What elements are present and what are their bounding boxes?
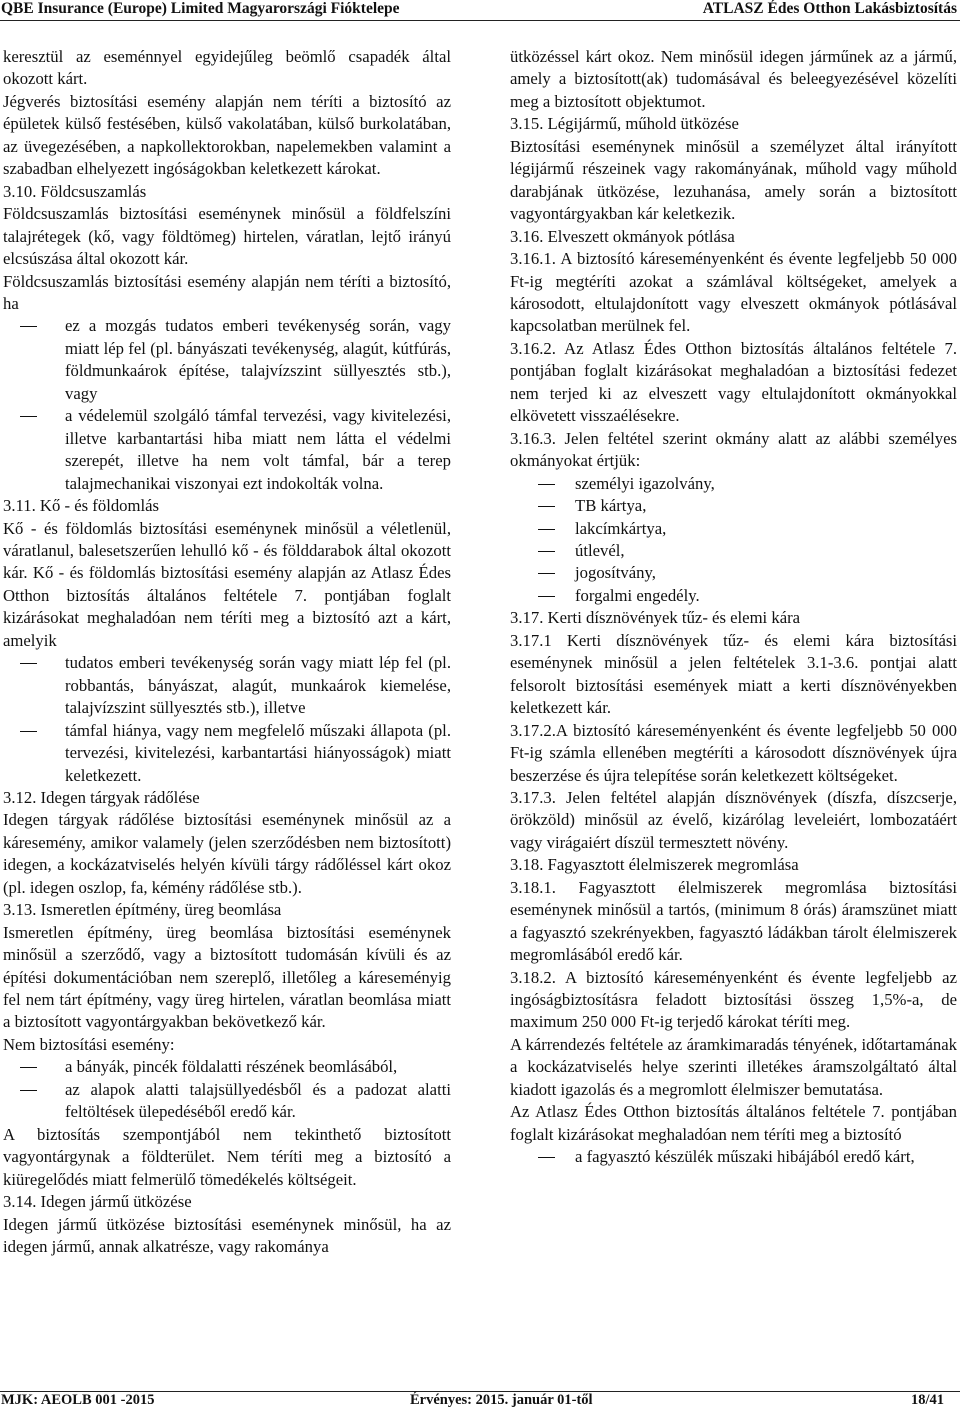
paragraph: A kárrendezés feltétele az áramkimaradás tényének, időtartamának a kockázatviselés helye szerinti illetékes áramszolgáltató által kiadott igazolás és a megromlott élelmiszer bemutatása. bbox=[510, 1034, 957, 1099]
dash-bullet-icon bbox=[538, 529, 555, 530]
paragraph: Idegen tárgyak rádőlése biztosítási eseménynek minősül az a káresemény, amikor valamely (jelen szerződésben nem biztosított) idegen, a kockázatviselés helyén kívüli tárgy rádőléssel kárt okoz (pl. idegen oszlop, fa, kémény rádőlése stb.). bbox=[3, 810, 451, 897]
dash-bullet-icon bbox=[538, 484, 555, 485]
right-column bbox=[510, 46, 957, 1169]
list-item-text: jogosítvány, bbox=[575, 563, 656, 583]
paragraph: 3.15. Légijármű, műhold ütközése bbox=[510, 114, 739, 134]
paragraph: 3.16.1. A biztosító káreseményenként és évente legfeljebb 50 000 Ft-ig megtéríti azokat a számlával költségeket, amelyek a károsodott, eltulajdonított vagy elveszett okmányok pótlásával kapcsolatban merülnek fel. bbox=[510, 249, 957, 336]
paragraph: 3.16.3. Jelen feltétel szerint okmány alatt az alábbi személyes okmányokat értjük: bbox=[510, 428, 957, 471]
paragraph: 3.17.2.A biztosító káreseményenként és évente legfeljebb 50 000 Ft-ig számla ellenében megtéríti a károsodott dísznövények újra beszerzése és újra telepítése során keletkezett költségeket. bbox=[510, 720, 957, 785]
paragraph: 3.18. Fagyasztott élelmiszerek megromlása bbox=[510, 855, 799, 875]
list-item-text: személyi igazolvány, bbox=[575, 473, 715, 493]
paragraph: 3.18.2. A biztosító káreseményenként és évente legfeljebb az ingóságbiztosításra feladott biztosítási összeg 1,5%-a, de maximum 250 000 Ft-ig terjedő károkat téríti meg. bbox=[510, 967, 957, 1032]
dash-bullet-icon bbox=[20, 731, 37, 732]
dash-bullet-icon bbox=[20, 663, 37, 664]
paragraph: ütközéssel kárt okoz. Nem minősül idegen járműnek az a jármű, amely a biztosított(ak) tudomásával és beleegyezésével közelíti meg a biztosított objektumot. bbox=[510, 47, 957, 111]
dash-bullet-icon bbox=[20, 326, 37, 327]
list-item bbox=[510, 1146, 957, 1168]
list-item-text: az alapok alatti talajsüllyedésből és a padozat alatti feltöltések ülepedéséből eredő kár. bbox=[65, 1079, 451, 1122]
list-item-text: útlevél, bbox=[575, 540, 625, 560]
paragraph: 3.18.1. Fagyasztott élelmiszerek megromlása biztosítási eseménynek minősül a tartós, (minimum 8 órás) áramszünet miatt a fagyasztó szekrényekben, fagyasztó ládákban tárolt élelmiszerek megromlásából eredő kár. bbox=[510, 877, 957, 965]
paragraph: 3.14. Idegen jármű ütközése bbox=[3, 1192, 192, 1212]
list-item-text: a fagyasztó készülék műszaki hibájából eredő kárt, bbox=[575, 1147, 915, 1167]
list-item-text: tudatos emberi tevékenység során vagy miatt lép fel (pl. robbantás, bányászat, alagút, munkaárok kiemelése, talajvízszint süllyesztés stb.), illetve bbox=[65, 653, 451, 718]
list-item bbox=[3, 1056, 451, 1078]
page-header bbox=[0, 0, 960, 21]
paragraph: 3.12. Idegen tárgyak rádőlése bbox=[3, 787, 200, 807]
paragraph: Nem biztosítási esemény: bbox=[3, 1034, 175, 1054]
paragraph: Kő - és földomlás biztosítási eseménynek minősül a véletlenül, váratlanul, balesetszerűen lehulló kő - és földdarabok által okozott kár. Kő - és földomlás biztosítási esemény alapján az Atlasz Édes Otthon biztosítás általános feltétele 7. pontjában foglalt kizárásokat meghaladóan nem téríti meg a biztosító azt a kárt, amelyik bbox=[3, 518, 451, 650]
list-item bbox=[510, 518, 957, 540]
list-item-text: lakcímkártya, bbox=[575, 518, 667, 538]
list-item-text: ez a mozgás tudatos emberi tevékenység során, vagy miatt lép fel (pl. bányászati tevékenység, alagút, kútfúrás, földmunkaárok építése, talajvízszint süllyesztés stb.), vagy bbox=[65, 316, 451, 403]
paragraph: Földcsuszamlás biztosítási esemény alapján nem téríti a biztosító, ha bbox=[3, 271, 451, 313]
dash-bullet-icon bbox=[538, 1157, 555, 1158]
list-item-text: a védelemül szolgáló támfal tervezési, vagy kivitelezési, illetve karbantartási hiba miatt nem látta el védelmi szerepét, illetve ha nem volt támfal, bár a terep talajmechanikai viszonyai ezt indokolták volna. bbox=[65, 406, 451, 493]
paragraph: 3.13. Ismeretlen építmény, üreg beomlása bbox=[3, 900, 282, 920]
left-column bbox=[3, 46, 451, 1258]
list-item bbox=[510, 562, 957, 584]
header-company: QBE Insurance (Europe) Limited Magyarországi Fióktelepe bbox=[1, 0, 400, 17]
list-item bbox=[3, 652, 451, 719]
dash-bullet-icon bbox=[538, 551, 555, 552]
list-item bbox=[3, 315, 451, 405]
paragraph: Földcsuszamlás biztosítási eseménynek minősül a földfelszíni talajrétegek (kő, vagy földtömeg) hirtelen, váratlan, lejtő irányú elcsúszása által okozott kár. bbox=[3, 204, 451, 269]
paragraph: Biztosítási eseménynek minősül a személyzet által irányított légijármű részeinek vagy rakományának, műhold vagy műhold darabjának ütközése, lezuhanása, amely során a biztosított vagyontárgyakban kár keletkezik. bbox=[510, 136, 957, 224]
dash-bullet-icon bbox=[20, 1090, 37, 1091]
dash-bullet-icon bbox=[20, 416, 37, 417]
page-footer bbox=[0, 1391, 960, 1410]
paragraph: keresztül az eseménnyel egyidejűleg beömlő csapadék által okozott kárt. bbox=[3, 47, 451, 89]
footer-page-number: 18/41 bbox=[910, 1392, 944, 1408]
paragraph: 3.11. Kő - és földomlás bbox=[3, 496, 160, 516]
dash-list bbox=[510, 473, 957, 608]
paragraph: 3.17. Kerti dísznövények tűz- és elemi kára bbox=[510, 608, 801, 628]
paragraph: 3.16. Elveszett okmányok pótlása bbox=[510, 226, 735, 246]
paragraph: 3.17.3. Jelen feltétel alapján dísznövények (díszfa, díszcserje, örökzöld) minősül az évelő, kizárólag leveleiért, lombozatáért vagy virágaiért díszül termesztett növény. bbox=[510, 787, 957, 852]
paragraph: Idegen jármű ütközése biztosítási eseménynek minősül, ha az idegen jármű, annak alkatrésze, vagy rakománya bbox=[3, 1214, 451, 1257]
paragraph: 3.16.2. Az Atlasz Édes Otthon biztosítás általános feltétele 7. pontjában foglalt kizárásokat meghaladóan a biztosítási fedezet nem terjed ki az elveszett vagy eltulajdonított okmányokkal elkövetett visszaélésekre. bbox=[510, 338, 957, 426]
list-item bbox=[510, 473, 957, 495]
list-item-text: támfal hiánya, vagy nem megfelelő műszaki állapota (pl. tervezési, kivitelezési, karbantartási hiányosságok) miatt keletkezett. bbox=[65, 720, 451, 785]
footer-validity: Érvényes: 2015. január 01-től bbox=[410, 1392, 593, 1408]
dash-list bbox=[3, 652, 451, 787]
dash-bullet-icon bbox=[538, 506, 555, 507]
paragraph: A biztosítás szempontjából nem tekinthető biztosított vagyontárgynak a földterület. Nem téríti meg a biztosító a kiüregelődés miatt felmerülő tömedékelés költségeit. bbox=[3, 1124, 451, 1189]
list-item bbox=[3, 1079, 451, 1124]
list-item bbox=[510, 495, 957, 517]
dash-bullet-icon bbox=[20, 1067, 37, 1068]
list-item bbox=[3, 720, 451, 787]
paragraph: Ismeretlen építmény, üreg beomlása biztosítási eseménynek minősül a szerződő, vagy a biztosított tudomásán kívüli és az építési dokumentációban nem szereplő, illetőleg a káreseményig fel nem tárt építmény, vagy üreg hirtelen, váratlan beomlása miatt a biztosított vagyontárgyakban bekövetkező kár. bbox=[3, 922, 451, 1032]
dash-list bbox=[510, 1146, 957, 1168]
paragraph: 3.10. Földcsuszamlás bbox=[3, 181, 147, 201]
footer-document-code: MJK: AEOLB 001 -2015 bbox=[1, 1392, 155, 1408]
dash-bullet-icon bbox=[538, 573, 555, 574]
list-item bbox=[510, 585, 957, 607]
list-item-text: TB kártya, bbox=[575, 496, 647, 516]
paragraph: Az Atlasz Édes Otthon biztosítás általános feltétele 7. pontjában foglalt kizárásokat meghaladóan nem téríti meg a biztosító bbox=[510, 1102, 957, 1144]
list-item-text: forgalmi engedély. bbox=[575, 585, 700, 605]
list-item bbox=[510, 540, 957, 562]
list-item bbox=[3, 405, 451, 495]
header-product: ATLASZ Édes Otthon Lakásbiztosítás bbox=[702, 0, 957, 17]
list-item-text: a bányák, pincék földalatti részének beomlásából, bbox=[65, 1057, 398, 1077]
dash-bullet-icon bbox=[538, 596, 555, 597]
dash-list bbox=[3, 1056, 451, 1123]
paragraph: Jégverés biztosítási esemény alapján nem téríti a biztosító az épületek külső festésében, külső vakolatában, külső burkolatában, az üvegezésében, a napkollektorokban, napelemekben valamint a szabadban elhelyezett ingóságokban keletkezett károkat. bbox=[3, 91, 451, 179]
paragraph: 3.17.1 Kerti dísznövények tűz- és elemi kára biztosítási eseménynek minősül a jelen feltételek 3.1-3.6. pontjai alatt felsorolt biztosítási események miatt a kerti dísznövényekben keletkezett kár. bbox=[510, 630, 957, 718]
dash-list bbox=[3, 315, 451, 495]
